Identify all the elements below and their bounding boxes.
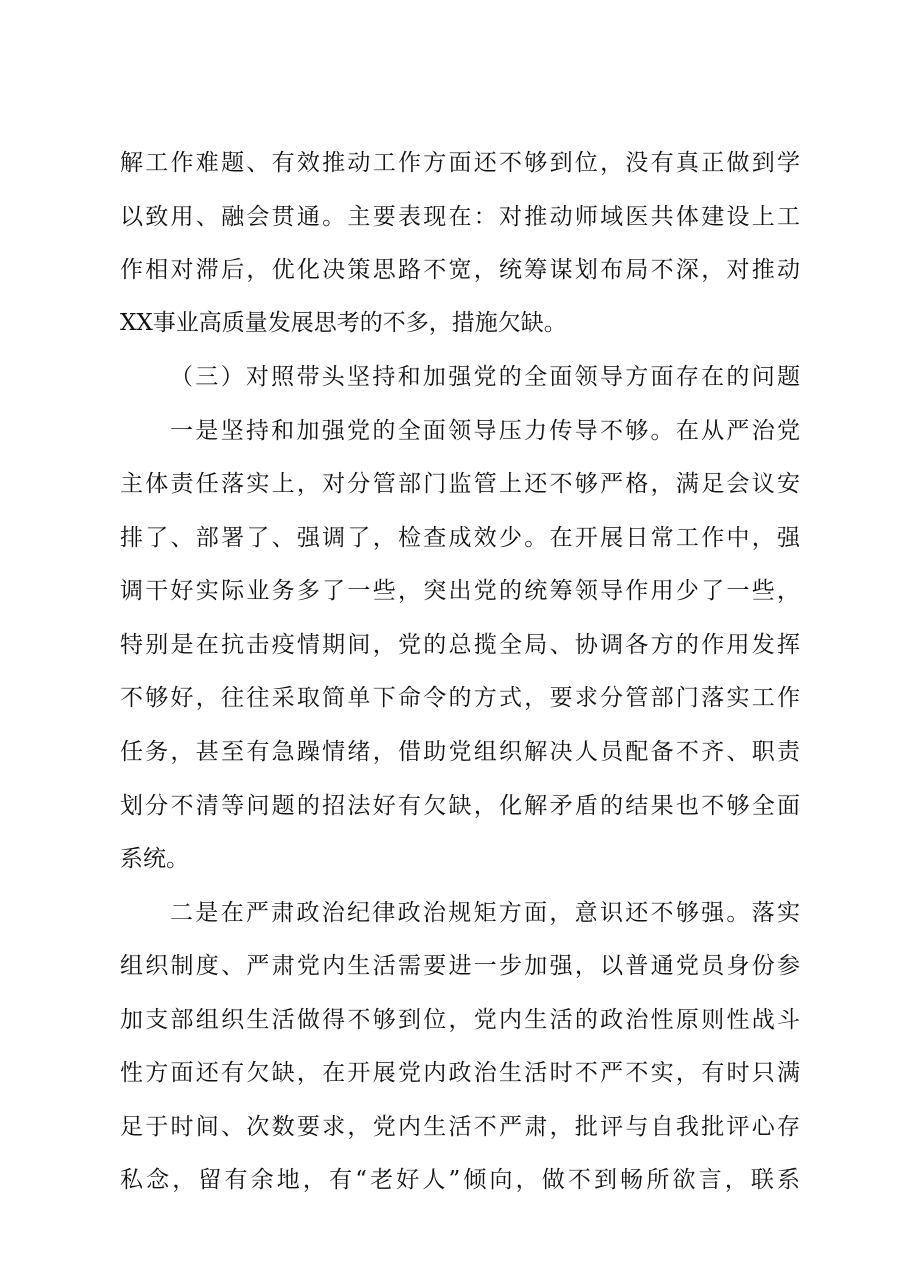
body-line-4: XX事业高质量发展思考的不多，措施欠缺。 [120,310,567,336]
body-line-15: 二是在严肃政治纪律政治规矩方面，意识还不够强。落实 [170,900,800,926]
body-line-1: 解工作难题、有效推动工作方面还不够到位，没有真正做到学 [120,150,800,176]
body-line-8: 排了、部署了、强调了，检查成效少。在开展日常工作中，强 [120,525,800,551]
body-line-14: 系统。 [120,846,189,872]
body-line-18: 性方面还有欠缺，在开展党内政治生活时不严不实，有时只满 [120,1060,800,1086]
body-line-9: 调干好实际业务多了一些，突出党的统筹领导作用少了一些， [120,578,800,604]
body-line-7: 主体责任落实上，对分管部门监管上还不够严格，满足会议安 [120,471,800,497]
body-line-3: 作相对滞后，优化决策思路不宽，统筹谋划布局不深，对推动 [120,257,800,283]
section-heading: （三）对照带头坚持和加强党的全面领导方面存在的问题 [170,364,800,390]
body-line-16: 组织制度、严肃党内生活需要进一步加强，以普通党员身份参 [120,953,800,979]
body-line-2: 以致用、融会贯通。主要表现在：对推动师域医共体建设上工 [120,204,800,230]
body-line-13: 划分不清等问题的招法好有欠缺，化解矛盾的结果也不够全面 [120,793,800,819]
body-line-20: 私念，留有余地，有“老好人”倾向，做不到畅所欲言，联系 [120,1167,800,1193]
body-line-12: 任务，甚至有急躁情绪，借助党组织解决人员配备不齐、职责 [120,739,800,765]
body-line-17: 加支部组织生活做得不够到位，党内生活的政治性原则性战斗 [120,1007,800,1033]
body-line-6: 一是坚持和加强党的全面领导压力传导不够。在从严治党 [170,418,800,444]
body-line-10: 特别是在抗击疫情期间，党的总揽全局、协调各方的作用发挥 [120,632,800,658]
body-line-19: 足于时间、次数要求，党内生活不严肃，批评与自我批评心存 [120,1114,800,1140]
body-line-11: 不够好，往往采取简单下命令的方式，要求分管部门落实工作 [120,685,800,711]
